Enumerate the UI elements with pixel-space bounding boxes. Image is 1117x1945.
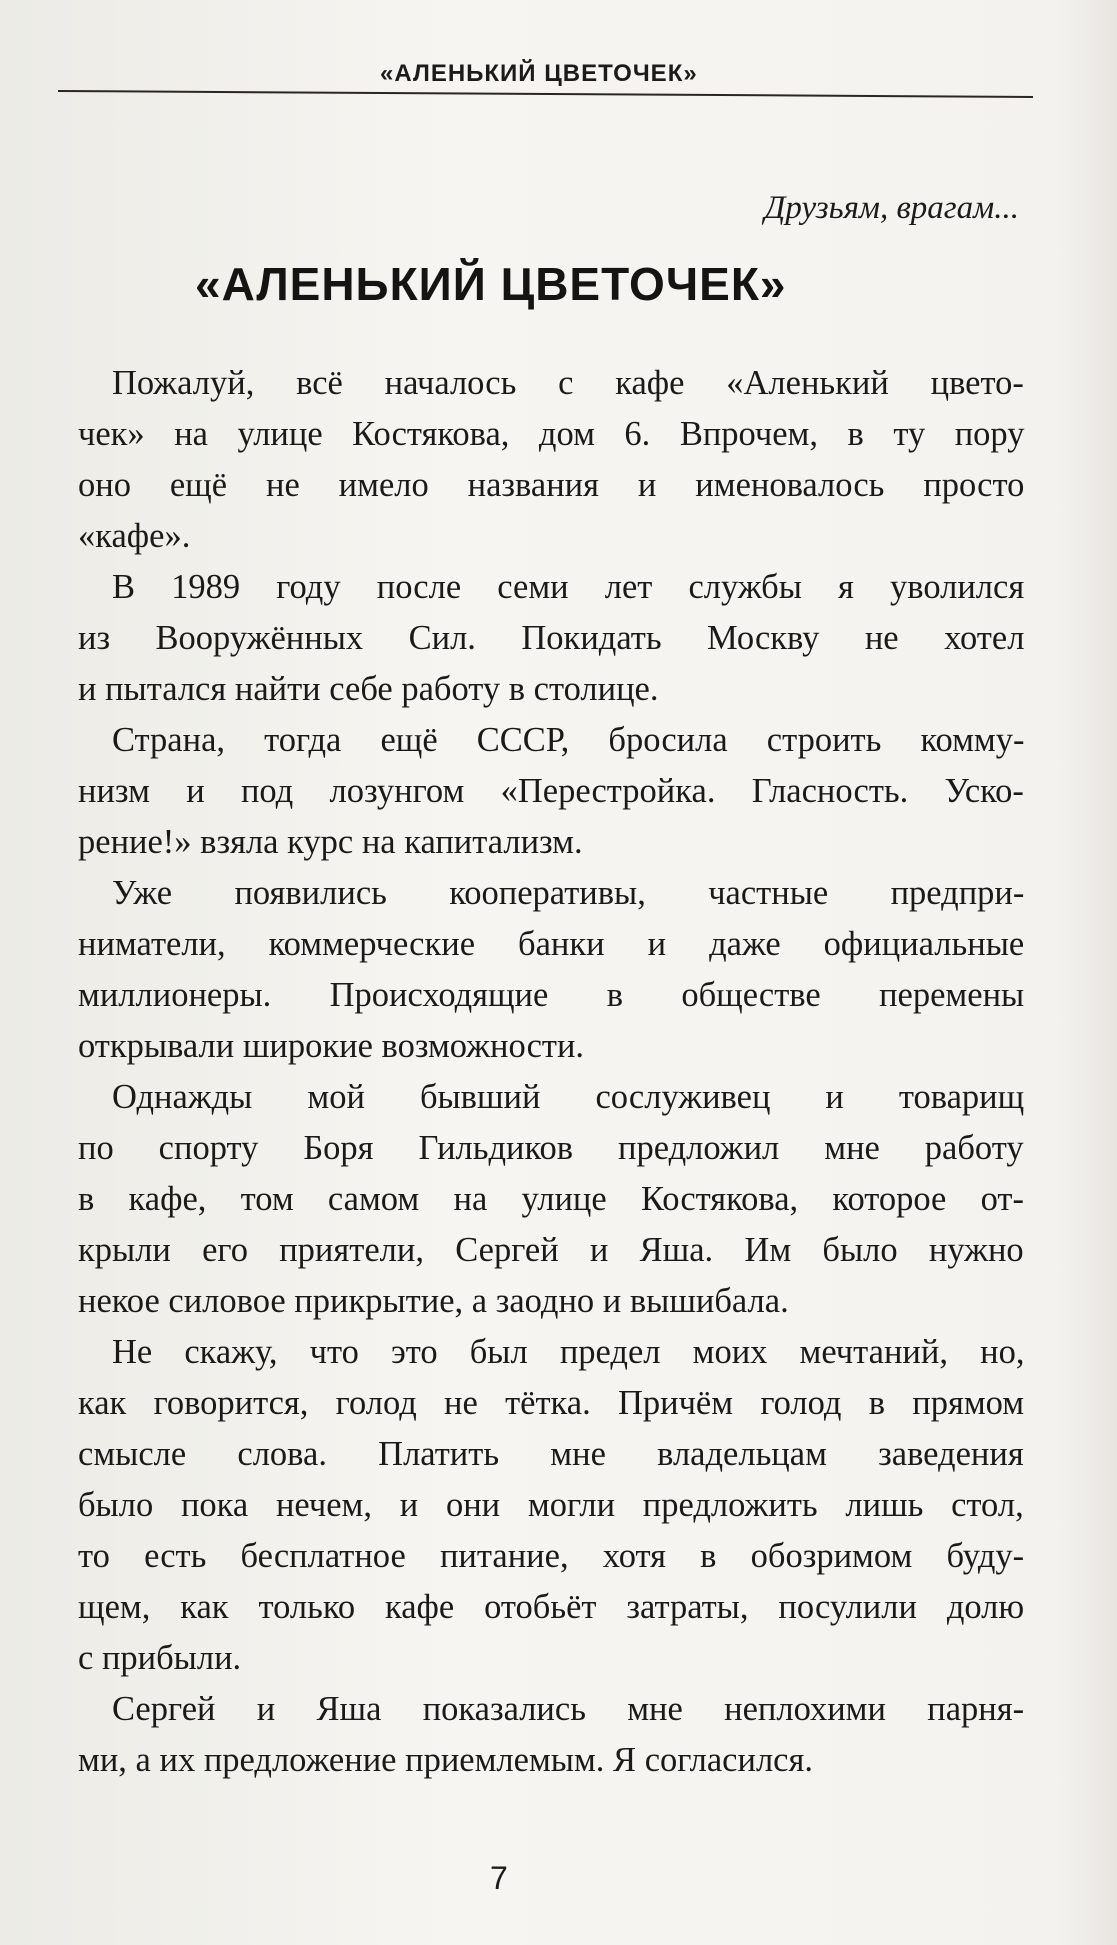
- text-line: ми, а их предложение приемлемым. Я согласился.: [78, 1741, 813, 1779]
- text-line: было пока нечем, и они могли предложить лишь стол,: [78, 1486, 1024, 1524]
- paragraph: [78, 1684, 1024, 1786]
- body-text: [78, 358, 1024, 1786]
- text-line: из Вооружённых Сил. Покидать Москву не хотел: [78, 619, 1025, 657]
- text-line: открывали широкие возможности.: [78, 1027, 585, 1065]
- paragraph: [78, 715, 1024, 868]
- text-line: низм и под лозунгом «Перестройка. Гласность. Уско-: [78, 772, 1024, 810]
- paragraph: [78, 562, 1024, 715]
- text-line: с прибыли.: [78, 1639, 242, 1677]
- chapter-title: «АЛЕНЬКИЙ ЦВЕТОЧЕК»: [195, 258, 787, 310]
- text-line: Не скажу, что это был предел моих мечтаний, но,: [112, 1333, 1025, 1371]
- text-line: чек» на улице Костякова, дом 6. Впрочем, в ту пору: [78, 415, 1025, 453]
- text-line: в кафе, том самом на улице Костякова, которое от-: [78, 1180, 1024, 1218]
- page-edge-shadow: [1057, 0, 1117, 1945]
- text-line: ниматели, коммерческие банки и даже официальные: [78, 925, 1025, 963]
- running-title: «АЛЕНЬКИЙ ЦВЕТОЧЕК»: [380, 60, 698, 87]
- paragraph: [78, 868, 1024, 1072]
- paragraph: [78, 1072, 1024, 1327]
- text-line: то есть бесплатное питание, хотя в обозримом буду-: [78, 1537, 1025, 1575]
- text-line: по спорту Боря Гильдиков предложил мне работу: [78, 1129, 1024, 1167]
- page-number: 7: [490, 1860, 508, 1896]
- text-line: крыли его приятели, Сергей и Яша. Им было нужно: [78, 1231, 1024, 1269]
- text-line: оно ещё не имело названия и именовалось просто: [78, 466, 1025, 504]
- text-line: смысле слова. Платить мне владельцам заведения: [78, 1435, 1024, 1473]
- text-line: Пожалуй, всё началось с кафе «Аленький цвето-: [112, 364, 1024, 402]
- text-line: как говорится, голод не тётка. Причём голод в прямом: [78, 1384, 1025, 1422]
- epigraph: Друзьям, врагам...: [764, 190, 1019, 226]
- text-line: и пытался найти себе работу в столице.: [78, 670, 659, 708]
- text-line: миллионеры. Происходящие в обществе перемены: [78, 976, 1025, 1014]
- text-line: щем, как только кафе отобьёт затраты, посулили долю: [78, 1588, 1025, 1626]
- paragraph: [78, 358, 1024, 562]
- text-line: Страна, тогда ещё СССР, бросила строить комму-: [112, 721, 1025, 759]
- text-line: В 1989 году после семи лет службы я уволился: [112, 568, 1025, 606]
- text-line: Уже появились кооперативы, частные предпри-: [112, 874, 1025, 912]
- text-line: рение!» взяла курс на капитализм.: [78, 823, 583, 861]
- text-line: Сергей и Яша показались мне неплохими парня-: [112, 1690, 1025, 1728]
- text-line: «кафе».: [78, 517, 191, 555]
- text-line: Однажды мой бывший сослуживец и товарищ: [112, 1078, 1025, 1116]
- text-line: некое силовое прикрытие, а заодно и вышибала.: [78, 1282, 789, 1320]
- paragraph: [78, 1327, 1024, 1684]
- header-rule: [58, 90, 1033, 98]
